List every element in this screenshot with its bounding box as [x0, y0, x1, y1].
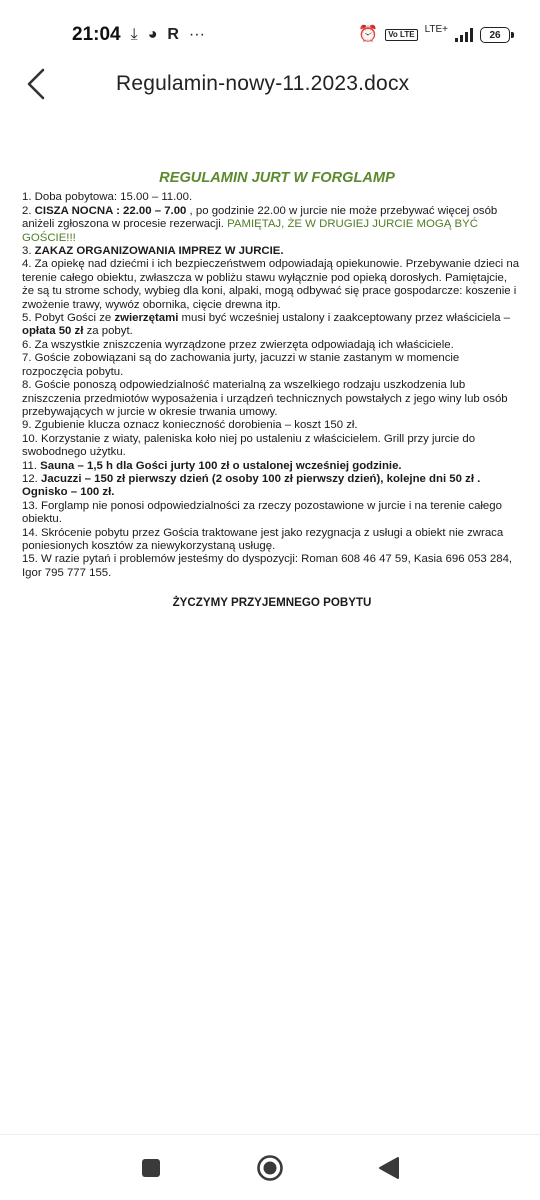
rule-5-c: za pobyt.	[83, 325, 133, 338]
rule-7: 7. Goście zobowiązani są do zachowania jurty, jacuzzi w stanie zastanym w momencie rozpoczęcia pobytu.	[22, 352, 460, 378]
status-right	[358, 24, 510, 43]
more-notifications-icon: ···	[188, 26, 205, 43]
document-closing: ŻYCZYMY PRZYJEMNEGO POBYTU	[172, 596, 372, 610]
status-left	[72, 24, 205, 46]
rule-2-text: , po godzinie 22.00 w jurcie nie może przebywać więcej osób aniżeli zgłoszona w procesie rezerwacji.	[22, 204, 498, 231]
r-notification-icon: R	[167, 26, 179, 43]
rule-13: 13. Forglamp nie ponosi odpowiedzialności za rzeczy pozostawione w jurcie i na terenie całego obiektu.	[22, 499, 502, 526]
rule-1: 1. Doba pobytowa: 15.00 – 11.00.	[22, 191, 193, 204]
rule-6: 6. Za wszystkie zniszczenia wyrządzone przez zwierzęta odpowiadają ich właściciele.	[22, 338, 454, 351]
rule-12-number: 12.	[22, 472, 41, 485]
navigation-bar	[0, 1134, 540, 1200]
signal-icon	[455, 28, 473, 42]
rule-4: 4. Za opiekę nad dziećmi i ich bezpieczeństwem odpowiadają opiekunowie. Przebywanie dzieci na terenie całego obiektu, zwłaszcza w pobliżu stawu wyłącznie pod opieką dorosłych. Pamiętajcie, że są tu strome schody, wybieg dla koni, alpaki, mogą odbywać się prace gospodarcze: koszenie i zwożenie trawy, wywóz obornika, cięcie drewna itp.	[22, 258, 520, 311]
document-title: Regulamin-nowy-11.2023.docx	[116, 72, 410, 95]
square-icon	[141, 1158, 161, 1178]
rule-5-a: 5. Pobyt Gości ze	[22, 312, 115, 325]
status-time: 21:04	[72, 24, 121, 45]
alarm-icon: ⏰	[358, 26, 379, 43]
rule-9: 9. Zgubienie klucza oznacz konieczność dorobienia – koszt 150 zł.	[22, 419, 358, 432]
download-icon: ⤓	[130, 26, 138, 43]
chevron-left-icon	[25, 68, 47, 100]
rule-2	[22, 205, 522, 245]
rule-5-bold-fee: opłata 50 zł	[22, 325, 84, 338]
battery-level: 26	[489, 29, 501, 41]
recents-button[interactable]	[131, 1148, 171, 1188]
rule-15: 15. W razie pytań i problemów jesteśmy do dyspozycji: Roman 608 46 47 59, Kasia 696 053 284, Igor 795 777 155.	[22, 553, 513, 579]
rule-3-bold: ZAKAZ ORGANIZOWANIA IMPREZ W JURCIE.	[34, 245, 284, 258]
back-button[interactable]	[12, 60, 60, 108]
rule-5	[22, 312, 522, 339]
app-bar	[0, 60, 540, 108]
rule-2-bold: CISZA NOCNA : 22.00 – 7.00	[34, 204, 187, 217]
document-heading: REGULAMIN JURT W FORGLAMP	[159, 170, 395, 186]
rule-10: 10. Korzystanie z wiaty, paleniska koło niej po ustaleniu z właścicielem. Grill przy jurcie do swobodnego użytku.	[22, 432, 476, 459]
lte-plus-icon: LTE+	[424, 24, 448, 35]
rule-2-number: 2.	[22, 204, 35, 217]
rule-3-number: 3.	[22, 245, 35, 258]
rule-5-bold-animals: zwierzętami	[114, 312, 179, 325]
rule-8: 8. Goście ponoszą odpowiedzialność materialną za wszelkiego rodzaju uszkodzenia lub zniszczenia przedmiotów wyposażenia i urządzeń technicznych powstałych z jego winy lub osób przebywających w jurcie w okresie trwania umowy.	[22, 379, 508, 418]
rule-2-warning: PAMIĘTAJ, ŻE W DRUGIEJ JURCIE MOGĄ BYĆ GOŚCIE!!!	[22, 218, 478, 244]
rule-12-bold: Jacuzzi – 150 zł pierwszy dzień (2 osoby 100 zł pierwszy dzień), kolejne dni 50 zł . Ognisko – 100 zł.	[22, 472, 481, 499]
document-body	[22, 172, 522, 610]
rule-12	[22, 473, 522, 500]
home-circle-icon	[256, 1154, 284, 1182]
volte-icon: Vo LTE	[385, 29, 417, 41]
battery-icon	[480, 27, 510, 43]
rule-5-b: musi być wcześniej ustalony i zaakceptowany przez właściciela –	[178, 312, 511, 325]
rule-14: 14. Skrócenie pobytu przez Gościa traktowane jest jako rezygnacja z usługi a obiekt nie zwraca poniesionych kosztów za niewykorzystaną usługę.	[22, 526, 504, 552]
vpn-icon: ◕	[147, 26, 158, 43]
rule-11-number: 11.	[22, 459, 41, 472]
rule-3	[22, 245, 522, 258]
rule-11-bold: Sauna – 1,5 h dla Gości jurty 100 zł o ustalonej wcześniej godzinie.	[40, 459, 402, 472]
rule-11	[22, 460, 522, 473]
home-button[interactable]	[250, 1148, 290, 1188]
triangle-back-icon	[378, 1156, 400, 1180]
back-nav-button[interactable]	[369, 1148, 409, 1188]
